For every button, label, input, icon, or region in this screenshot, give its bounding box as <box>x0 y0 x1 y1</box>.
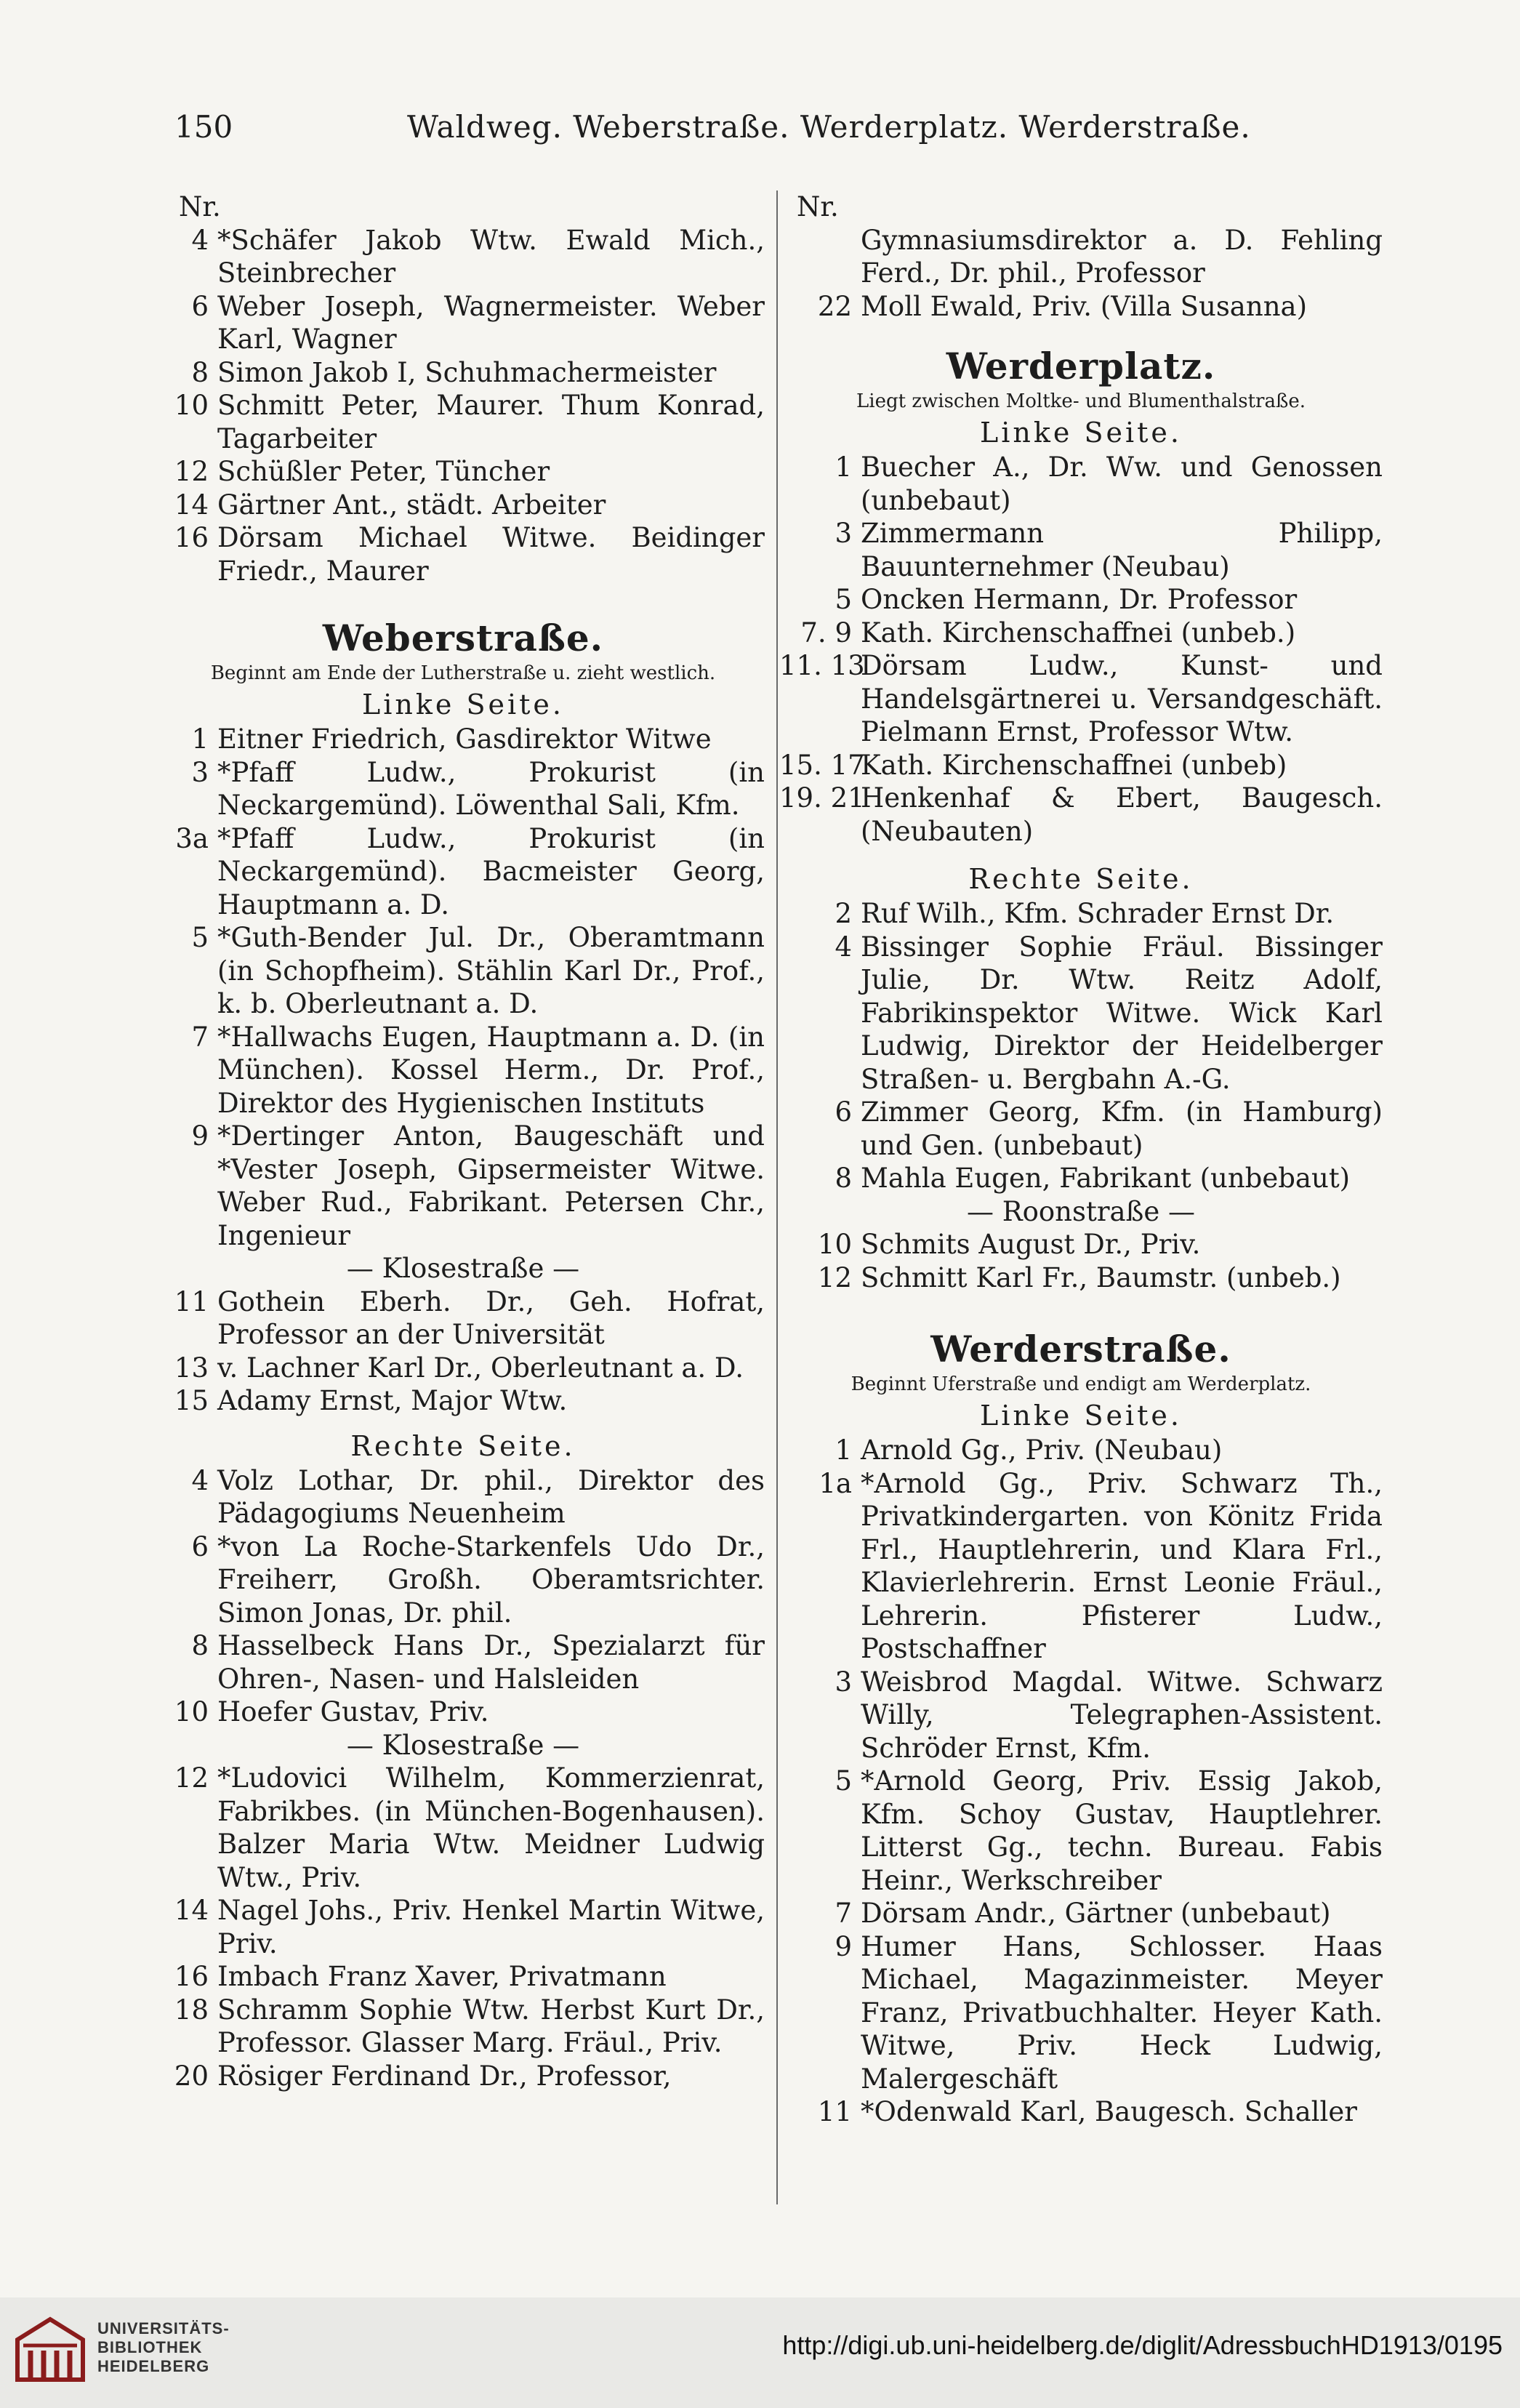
section-description: Beginnt am Ende der Lutherstraße u. zieht westlich. <box>210 662 716 684</box>
directory-entry <box>161 723 765 756</box>
house-number: 22 <box>817 290 852 322</box>
house-number: 16 <box>174 522 209 553</box>
section-title-werderstrasse: Werderstraße. <box>930 1328 1231 1370</box>
entry-list <box>161 723 765 1252</box>
house-number: 10 <box>174 390 209 421</box>
side-heading-right: Rechte Seite. <box>968 863 1194 895</box>
house-number: 2 <box>835 898 852 929</box>
directory-entry <box>161 1994 765 2060</box>
directory-entry <box>779 1467 1383 1666</box>
resident-text: *Guth-Bender Jul. Dr., Oberamtmann (in Schopfheim). Stählin Karl Dr., Prof., k. b. Oberleutnant a. D. <box>217 922 765 1019</box>
directory-entry <box>161 1120 765 1252</box>
house-number: 5 <box>191 922 209 953</box>
directory-entry <box>779 1930 1383 2096</box>
house-number: 7 <box>191 1021 209 1053</box>
resident-text: *von La Roche-Starkenfels Udo Dr., Freiherr, Großh. Oberamtsrichter. Simon Jonas, Dr. phil. <box>217 1530 765 1629</box>
resident-text: Imbach Franz Xaver, Privatmann <box>217 1961 667 1992</box>
permalink-url[interactable]: http://digi.ub.uni-heidelberg.de/diglit/AdressbuchHD1913/0195 <box>782 2330 1503 2360</box>
resident-text: Mahla Eugen, Fabrikant (unbebaut) <box>861 1163 1351 1194</box>
directory-entry <box>161 1894 765 1960</box>
directory-entry <box>779 517 1383 583</box>
resident-text: Oncken Hermann, Dr. Professor <box>861 584 1298 615</box>
side-heading-right: Rechte Seite. <box>350 1429 576 1462</box>
resident-text: Kath. Kirchenschaffnei (unbeb) <box>861 749 1287 781</box>
directory-entry <box>161 1629 765 1695</box>
cross-street: — Roonstraße — <box>967 1195 1195 1227</box>
section-title-werderplatz: Werderplatz. <box>946 345 1216 388</box>
house-number: 9 <box>191 1120 209 1152</box>
house-number: 11. 13 <box>779 650 865 681</box>
nr-heading: Nr. <box>797 191 839 222</box>
resident-text: Schmitt Peter, Maurer. Thum Konrad, Tagarbeiter <box>217 390 765 454</box>
page-header <box>174 109 1374 153</box>
house-number <box>779 224 861 290</box>
resident-text: Gothein Eberh. Dr., Geh. Hofrat, Professor an der Universität <box>217 1285 765 1350</box>
house-number: 6 <box>835 1096 852 1128</box>
house-number: 3 <box>191 756 209 788</box>
resident-text: *Schäfer Jakob Wtw. Ewald Mich., Steinbrecher <box>217 224 765 289</box>
resident-text: Simon Jakob I, Schuhmachermeister <box>217 356 717 388</box>
left-column <box>161 190 765 2092</box>
directory-entry <box>779 224 1383 290</box>
resident-text: Volz Lothar, Dr. phil., Direktor des Pädagogiums Neuenheim <box>217 1464 765 1529</box>
resident-text: *Ludovici Wilhelm, Kommerzienrat, Fabrikbes. (in München-Bogenhausen). Balzer Maria Wtw. Meidner Ludwig Wtw., Priv. <box>217 1762 765 1893</box>
directory-entry <box>161 1021 765 1120</box>
resident-text: Gärtner Ant., städt. Arbeiter <box>217 489 606 521</box>
house-number: 10 <box>817 1229 852 1260</box>
resident-text: Bissinger Sophie Fräul. Bissinger Julie, Dr. Wtw. Reitz Adolf, Fabrikinspektor Witwe. Wick Karl Ludwig, Direktor der Heidelberger Straßen- u. Bergbahn A.-G. <box>861 931 1383 1095</box>
directory-entry <box>161 1384 765 1418</box>
directory-entry <box>779 1434 1383 1467</box>
house-number: 3a <box>175 822 209 854</box>
house-number: 3 <box>835 1666 852 1698</box>
house-number: 12 <box>817 1261 852 1293</box>
house-number: 14 <box>174 489 209 521</box>
entry-list <box>779 1228 1383 1294</box>
house-number: 7. 9 <box>800 617 852 649</box>
directory-entry <box>161 1530 765 1630</box>
nr-heading: Nr. <box>179 191 221 222</box>
house-number: 9 <box>835 1930 852 1962</box>
house-number: 6 <box>191 1530 209 1562</box>
directory-entry <box>779 290 1383 324</box>
directory-entry <box>161 2060 765 2093</box>
side-heading-left: Linke Seite. <box>980 1400 1182 1432</box>
resident-text: Rösiger Ferdinand Dr., Professor, <box>217 2060 672 2092</box>
house-number: 8 <box>835 1163 852 1194</box>
resident-text: Gymnasiumsdirektor a. D. Fehling Ferd., Dr. phil., Professor <box>861 224 1383 289</box>
resident-text: Dörsam Andr., Gärtner (unbebaut) <box>861 1898 1331 1929</box>
house-number: 4 <box>191 224 209 256</box>
resident-text: *Pfaff Ludw., Prokurist (in Neckargemünd). Bacmeister Georg, Hauptmann a. D. <box>217 822 765 920</box>
resident-text: Nagel Johs., Priv. Henkel Martin Witwe, Priv. <box>217 1895 765 1959</box>
page-number: 150 <box>174 109 233 145</box>
directory-entry <box>779 749 1383 782</box>
resident-text: Schmits August Dr., Priv. <box>861 1229 1201 1260</box>
directory-entry <box>161 521 765 587</box>
resident-text: Buecher A., Dr. Ww. und Genossen (unbebaut) <box>861 452 1383 516</box>
directory-entry <box>161 1352 765 1385</box>
resident-text: *Hallwachs Eugen, Hauptmann a. D. (in München). Kossel Herm., Dr. Prof., Direktor des Hygienischen Instituts <box>217 1021 765 1119</box>
house-number: 8 <box>191 1630 209 1661</box>
directory-entry <box>161 1464 765 1530</box>
directory-entry <box>779 1228 1383 1261</box>
entry-list <box>779 897 1383 1195</box>
resident-text: Eitner Friedrich, Gasdirektor Witwe <box>217 723 712 755</box>
resident-text: Adamy Ernst, Major Wtw. <box>217 1385 568 1416</box>
resident-text: Schramm Sophie Wtw. Herbst Kurt Dr., Professor. Glasser Marg. Fräul., Priv. <box>217 1994 765 2058</box>
resident-text: Schüßler Peter, Tüncher <box>217 456 550 487</box>
house-number: 13 <box>174 1352 209 1384</box>
resident-text: Weber Joseph, Wagnermeister. Weber Karl, Wagner <box>217 290 765 355</box>
resident-text: Dörsam Michael Witwe. Beidinger Friedr., Maurer <box>217 522 765 587</box>
directory-entry <box>161 822 765 922</box>
resident-text: *Dertinger Anton, Baugeschäft und *Vester Joseph, Gipsermeister Witwe. Weber Rud., Fabrikant. Petersen Chr., Ingenieur <box>217 1120 765 1251</box>
house-number: 1a <box>819 1467 852 1499</box>
house-number: 4 <box>191 1464 209 1496</box>
section-description: Liegt zwischen Moltke- und Blumenthalstraße. <box>856 390 1306 412</box>
house-number: 11 <box>174 1285 209 1317</box>
directory-entry <box>161 290 765 356</box>
cross-street: — Klosestraße — <box>346 1253 580 1284</box>
directory-entry <box>161 1285 765 1352</box>
directory-entry <box>779 451 1383 517</box>
directory-entry <box>779 617 1383 650</box>
directory-entry <box>779 1765 1383 1897</box>
house-number: 8 <box>191 356 209 388</box>
directory-entry <box>779 1897 1383 1930</box>
directory-entry <box>779 931 1383 1096</box>
section-title-weberstrasse: Weberstraße. <box>322 617 604 659</box>
house-number: 20 <box>174 2060 209 2092</box>
directory-entry <box>779 1666 1383 1765</box>
directory-entry <box>161 356 765 390</box>
directory-entry <box>779 1162 1383 1195</box>
resident-text: Kath. Kirchenschaffnei (unbeb.) <box>861 617 1296 649</box>
library-logo-icon <box>10 2311 90 2391</box>
right-column <box>779 190 1383 2129</box>
resident-text: *Pfaff Ludw., Prokurist (in Neckargemünd). Löwenthal Sali, Kfm. <box>217 756 765 821</box>
directory-entry <box>161 389 765 455</box>
column-divider <box>776 190 778 2204</box>
resident-text: Schmitt Karl Fr., Baumstr. (unbeb.) <box>861 1261 1341 1293</box>
resident-text: v. Lachner Karl Dr., Oberleutnant a. D. <box>217 1352 744 1384</box>
resident-text: Dörsam Ludw., Kunst- und Handelsgärtnerei u. Versandgeschäft. Pielmann Ernst, Professor Wtw. <box>861 650 1383 747</box>
directory-entry <box>779 1261 1383 1295</box>
section-description: Beginnt Uferstraße und endigt am Werderplatz. <box>851 1373 1311 1395</box>
entry-list <box>161 224 765 588</box>
house-number: 5 <box>835 584 852 615</box>
entry-list <box>779 1434 1383 2129</box>
resident-text: *Odenwald Karl, Baugesch. Schaller <box>861 2096 1357 2127</box>
house-number: 12 <box>174 1762 209 1794</box>
resident-text: Hoefer Gustav, Priv. <box>217 1696 489 1727</box>
resident-text: Ruf Wilh., Kfm. Schrader Ernst Dr. <box>861 898 1335 929</box>
resident-text: Henkenhaf & Ebert, Baugesch. (Neubauten) <box>861 782 1383 847</box>
directory-entry <box>161 489 765 522</box>
house-number: 14 <box>174 1895 209 1926</box>
house-number: 3 <box>835 518 852 549</box>
directory-entry <box>161 455 765 489</box>
entry-list <box>161 1285 765 1418</box>
entry-list <box>161 1762 765 2092</box>
directory-entry <box>779 1096 1383 1162</box>
house-number: 12 <box>174 456 209 487</box>
resident-text: Weisbrod Magdal. Witwe. Schwarz Willy, Telegraphen-Assistent. Schröder Ernst, Kfm. <box>861 1666 1383 1764</box>
resident-text: Hasselbeck Hans Dr., Spezialarzt für Ohren-, Nasen- und Halsleiden <box>217 1630 765 1695</box>
house-number: 19. 21 <box>779 782 865 814</box>
directory-entry <box>161 921 765 1021</box>
house-number: 11 <box>817 2096 852 2127</box>
house-number: 4 <box>835 931 852 963</box>
running-title: Waldweg. Weberstraße. Werderplatz. Werderstraße. <box>407 109 1251 145</box>
house-number: 1 <box>835 1434 852 1466</box>
resident-text: Moll Ewald, Priv. (Villa Susanna) <box>861 290 1308 322</box>
side-heading-left: Linke Seite. <box>980 417 1182 449</box>
house-number: 15 <box>174 1385 209 1416</box>
directory-entry <box>161 1695 765 1729</box>
entry-list <box>779 224 1383 324</box>
directory-entry <box>161 1762 765 1894</box>
resident-text: *Arnold Georg, Priv. Essig Jakob, Kfm. Schoy Gustav, Hauptlehrer. Litterst Gg., techn. Bureau. Fabis Heinr., Werkschreiber <box>861 1765 1383 1896</box>
directory-entry <box>161 224 765 290</box>
house-number: 7 <box>835 1898 852 1929</box>
directory-entry <box>779 649 1383 749</box>
directory-entry <box>779 2095 1383 2129</box>
entry-list <box>779 451 1383 848</box>
house-number: 5 <box>835 1765 852 1797</box>
directory-entry <box>161 1960 765 1994</box>
house-number: 6 <box>191 290 209 322</box>
resident-text: Humer Hans, Schlosser. Haas Michael, Magazinmeister. Meyer Franz, Privatbuchhalter. Heyer Kath. Witwe, Priv. Heck Ludwig, Malergeschäft <box>861 1930 1383 2095</box>
directory-entry <box>779 583 1383 617</box>
house-number: 10 <box>174 1696 209 1727</box>
entry-list <box>161 1464 765 1729</box>
resident-text: Zimmermann Philipp, Bauunternehmer (Neubau) <box>861 518 1383 582</box>
house-number: 15. 17 <box>779 749 865 781</box>
directory-entry <box>161 756 765 822</box>
side-heading-left: Linke Seite. <box>362 689 564 721</box>
house-number: 1 <box>835 452 852 483</box>
house-number: 1 <box>191 723 209 755</box>
resident-text: Arnold Gg., Priv. (Neubau) <box>861 1434 1223 1466</box>
house-number: 16 <box>174 1961 209 1992</box>
cross-street: — Klosestraße — <box>346 1729 580 1761</box>
library-name: UNIVERSITÄTS- BIBLIOTHEK HEIDELBERG <box>97 2319 230 2375</box>
directory-entry <box>779 897 1383 931</box>
directory-entry <box>779 782 1383 848</box>
resident-text: Zimmer Georg, Kfm. (in Hamburg) und Gen. (unbebaut) <box>861 1096 1383 1161</box>
resident-text: *Arnold Gg., Priv. Schwarz Th., Privatkindergarten. von Könitz Frida Frl., Hauptlehrerin, und Klara Frl., Klavierlehrerin. Ernst Leonie Fräul., Lehrerin. Pfisterer Ludw., Postschaffner <box>861 1467 1383 1664</box>
house-number: 18 <box>174 1994 209 2026</box>
